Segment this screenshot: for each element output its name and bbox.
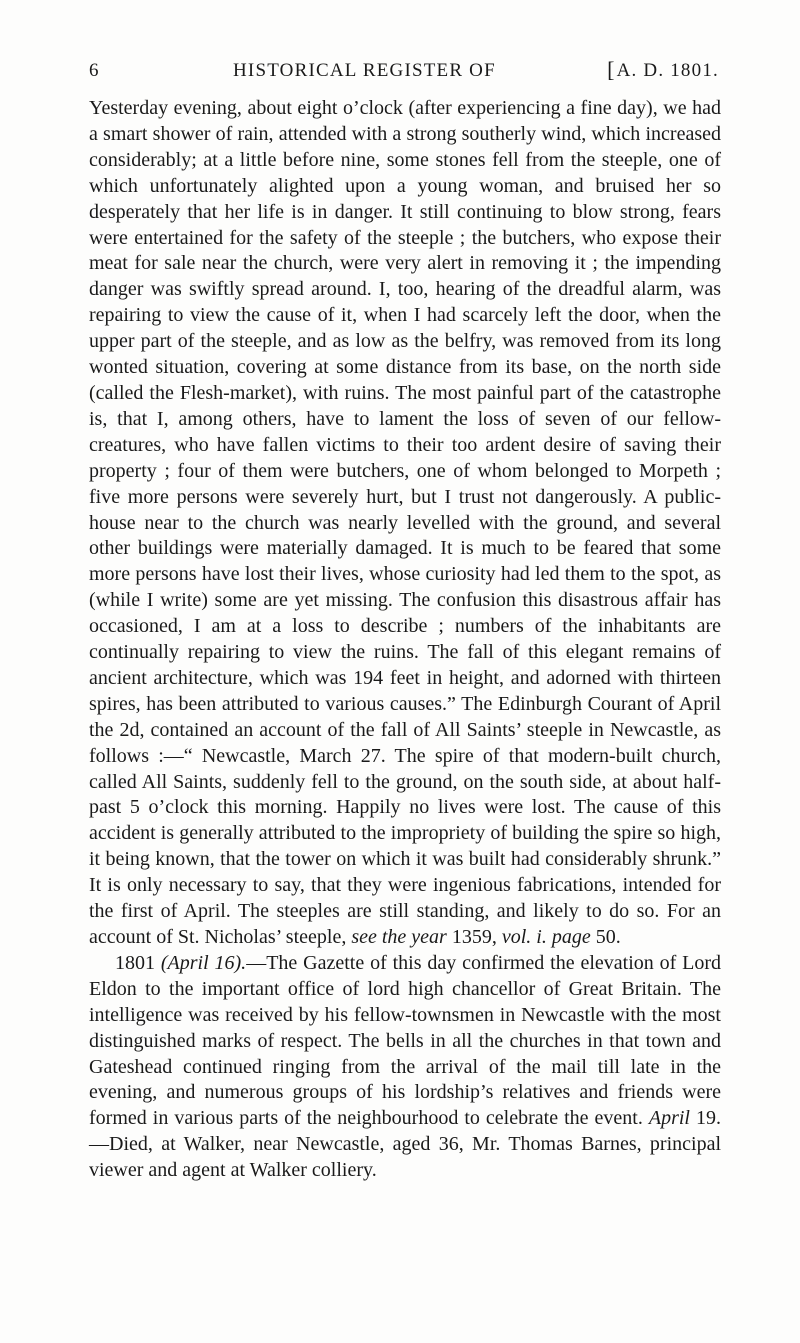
- entry-lord-eldon: [89, 951, 721, 1184]
- cross-reference-page: 50.: [595, 926, 621, 948]
- entry-date-2: April: [648, 1107, 690, 1130]
- paragraph-steeple-account: [89, 96, 721, 951]
- date-bracket: [: [607, 57, 616, 82]
- entry-year: 1801: [115, 951, 155, 974]
- running-head: [89, 57, 719, 86]
- running-date: [607, 57, 719, 82]
- cross-reference-italic: see the year: [351, 926, 447, 948]
- paragraph-steeple-text: Yesterday evening, about eight o’clock (after experiencing a fine day), we had a smart shower of rain, attended with a strong southerly wind, which increased considerably; at a little before nine, some stones fell from the steeple, one of which unfortunately alighted upon a young woman, and bruised her so desperately that her life is in danger. It still continuing to blow strong, fears were entertained for the safety of the steeple ; the butchers, who expose their meat for sale near the church, were very alert in removing it ; the impending danger was swiftly spread around. I, too, hearing of the dreadful alarm, was repairing to view the cause of it, when I had scarcely left the door, when the upper part of the steeple, and as low as the belfry, was removed from its long wonted situation, covering at some distance from its base, on the north side (called the Flesh-market), with ruins. The most painful part of the catastrophe is, that I, among others, have to lament the loss of seven of our fellow-creatures, who have fallen victims to their too ardent desire of saving their property ; four of them were butchers, one of whom belonged to Morpeth ; five more persons were severely hurt, but I trust not dangerously. A public-house near to the church was nearly levelled with the ground, and several other buildings were materially damaged. It is much to be feared that some more persons have lost their lives, whose curiosity had led them to the spot, as (while I write) some are yet missing. The confusion this disastrous affair has occasioned, I am at a loss to describe ; numbers of the inhabitants are continually repairing to view the ruins. The fall of this elegant remains of ancient architecture, which was 194 feet in height, and adorned with thirteen spires, has been attributed to various causes.” The Edinburgh Courant of April the 2d, contained an account of the fall of All Saints’ steeple in Newcastle, as follows :—“ Newcastle, March 27. The spire of that modern-built church, called All Saints, suddenly fell to the ground, on the south side, at about half-past 5 o’clock this morning. Happily no lives were lost. The cause of this accident is generally attributed to the impropriety of building the spire so high, it being known, that the tower on which it was built had considerably shrunk.” It is only necessary to say, that they were ingenious fabrications, intended for the first of April. The steeples are still standing, and likely to do so. For an account of St. Nicholas’ steeple,: [89, 97, 721, 948]
- running-title: HISTORICAL REGISTER OF: [233, 60, 496, 81]
- page-number: 6: [89, 60, 100, 81]
- entry-text-2: 19.—Died, at Walker, near Newcastle, aged 36, Mr. Thomas Barnes, principal viewer and agent at Walker colliery.: [89, 1107, 721, 1182]
- running-date-text: A. D. 1801.: [616, 60, 719, 81]
- cross-reference-volume: vol. i. page: [501, 926, 591, 948]
- cross-reference-year: 1359,: [451, 926, 497, 948]
- entry-text: —The Gazette of this day confirmed the elevation of Lord Eldon to the important office of lord high chancellor of Great Britain. The intelligence was received by his fellow-townsmen in Newcastle with the most distinguished marks of respect. The bells in all the churches in that town and Gateshead continued ringing from the arrival of the mail till late in the evening, and numerous groups of his lordship’s relatives and friends were formed in various parts of the neighbourhood to celebrate the event.: [89, 951, 722, 1130]
- entry-date: (April 16).: [160, 951, 247, 974]
- body-text: [89, 96, 721, 1184]
